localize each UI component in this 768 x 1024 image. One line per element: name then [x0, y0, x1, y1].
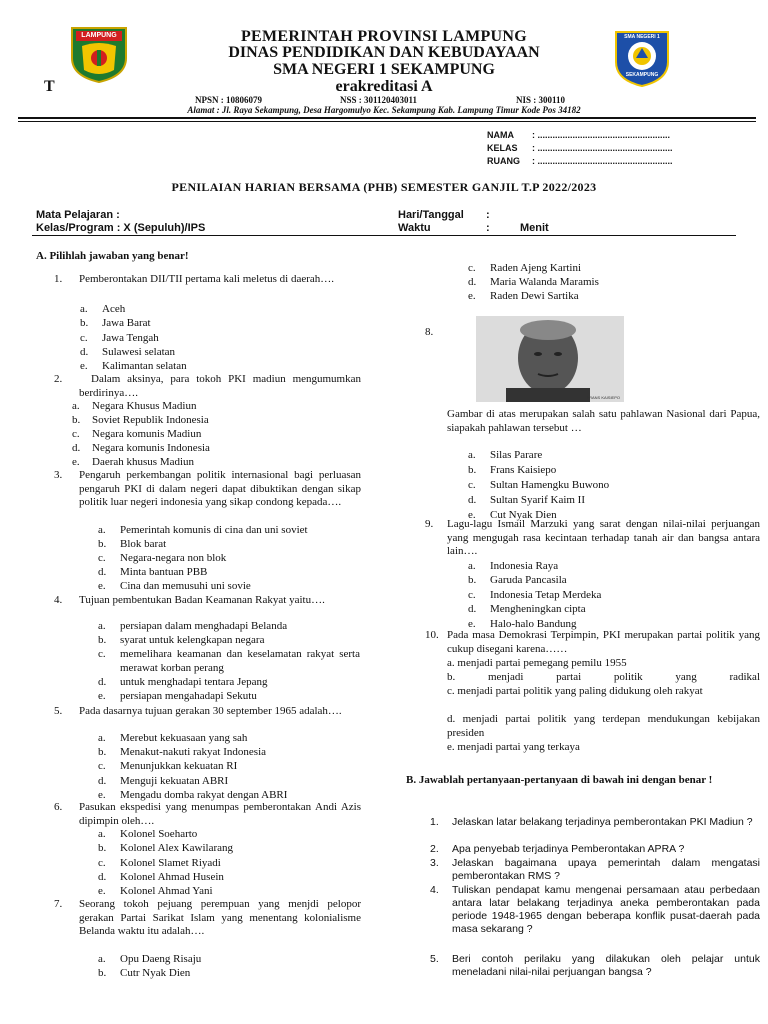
npsn: NPSN : 10806079 [195, 95, 262, 105]
address: Alamat : Jl. Raya Sekampung, Desa Hargomulyo Kec. Sekampung Kab. Lampung Timur Kode Pos 34182 [187, 105, 581, 115]
option-letter: c. [468, 262, 476, 274]
option-letter: e. [98, 580, 106, 592]
option-q10-a[interactable]: a. menjadi partai pemegang pemilu 1955 [447, 657, 627, 669]
option-letter: b. [98, 746, 107, 758]
option-text: Kolonel Ahmad Husein [120, 871, 224, 883]
essay-question: Tuliskan pendapat kamu mengenai persamaan atau perbedaan antara latar belakang terjadinya aneka pemberontakan pada periode 1948-1965 dengan beberapa konflik pusat-daerah pada masa sekarang ? [452, 884, 760, 935]
meta-rule [32, 235, 736, 236]
ruang-label: RUANG [487, 156, 520, 166]
option-letter: b. [72, 414, 81, 426]
option-text: syarat untuk kelengkapan negara [120, 634, 265, 646]
option-q10-d[interactable]: d. menjadi partai politik yang terdepan mendukungan kebijakan presiden [447, 713, 760, 739]
option-q5-e[interactable] [98, 789, 360, 801]
essay-number: 1. [430, 816, 439, 828]
q6-number: 6. [54, 801, 63, 813]
option-q9-a[interactable] [468, 560, 748, 572]
header-rule-thin [18, 121, 756, 122]
option-letter: c. [98, 648, 106, 660]
option-text: Halo-halo Bandung [490, 618, 577, 630]
option-letter: c. [468, 589, 476, 601]
option-q6-b[interactable] [98, 842, 360, 854]
option-text: Indonesia Tetap Merdeka [490, 589, 602, 601]
option-q5-b[interactable] [98, 746, 360, 758]
option-text: Maria Walanda Maramis [490, 276, 599, 288]
waktu-colon: : [486, 222, 490, 234]
option-letter: d. [98, 566, 107, 578]
option-q3-e[interactable] [98, 580, 360, 592]
option-text: Opu Daeng Risaju [120, 953, 202, 965]
option-letter: d. [468, 494, 477, 506]
option-text: Jawa Barat [102, 317, 151, 329]
option-text: Mengadu domba rakyat dengan ABRI [120, 789, 288, 801]
header-line-2: DINAS PENDIDIKAN DAN KEBUDAYAAN [228, 44, 540, 61]
header-line-4: erakreditasi A [335, 78, 433, 95]
menit-label: Menit [520, 222, 549, 234]
option-letter: d. [98, 871, 107, 883]
option-letter: b. [98, 634, 107, 646]
option-q2-c[interactable] [72, 428, 360, 440]
option-text: Kalimantan selatan [102, 360, 187, 372]
option-letter: b. [98, 967, 107, 979]
q3-text: Pengaruh perkembangan politik internasional bagi perluasan pengaruh PKI di dalam negeri dapat dibuktikan dengan sikap politik luar negeri indonesia yang sikap condong kepada…. [79, 469, 361, 508]
option-q7-e[interactable] [468, 290, 579, 302]
option-letter: e. [98, 690, 106, 702]
hari-colon: : [486, 209, 490, 221]
option-letter: e. [98, 885, 106, 897]
q6-text: Pasukan ekspedisi yang menumpas pemberontakan Andi Azis dipimpin oleh…. [79, 801, 361, 827]
q2-text: Dalam aksinya, para tokoh PKI madiun mengumumkan berdirinya…. [79, 373, 361, 399]
logo-right-top: SMA NEGERI 1 [624, 34, 660, 40]
option-text: Sulawesi selatan [102, 346, 176, 358]
q2-number: 2. [54, 373, 63, 385]
option-q5-a[interactable] [98, 732, 360, 744]
essay-question: Beri contoh perilaku yang dilakukan oleh pelajar untuk meneladani nilai-nilai perjuangan bangsa ? [452, 953, 760, 978]
option-letter: e. [80, 360, 88, 372]
q4-number: 4. [54, 594, 63, 606]
option-letter: d. [98, 676, 107, 688]
option-text: Indonesia Raya [490, 560, 559, 572]
q3-number: 3. [54, 469, 63, 481]
option-letter: c. [468, 479, 476, 491]
option-text: Pemerintah komunis di cina dan uni soviet [120, 524, 308, 536]
option-letter: e. [72, 456, 80, 468]
option-q8-c[interactable] [468, 479, 748, 491]
option-letter: d. [72, 442, 81, 454]
option-letter: d. [468, 603, 477, 615]
option-letter: a. [98, 828, 106, 840]
q4-text: Tujuan pembentukan Badan Keamanan Rakyat yaitu…. [79, 594, 325, 606]
option-q10-b[interactable]: b. menjadi partai politik yang radikal [447, 671, 760, 683]
option-letter: e. [468, 509, 476, 521]
option-text: Kolonel Soeharto [120, 828, 198, 840]
essay-number: 3. [430, 857, 439, 869]
option-q6-e[interactable] [98, 885, 360, 897]
waktu-label: Waktu [398, 222, 431, 234]
q8-number: 8. [425, 326, 434, 338]
q5-number: 5. [54, 705, 63, 717]
option-text: Daerah khusus Madiun [92, 456, 195, 468]
option-q6-c[interactable] [98, 857, 360, 869]
logo-left-text: LAMPUNG [81, 32, 117, 39]
header-line-3: SMA NEGERI 1 SEKAMPUNG [273, 61, 495, 78]
option-letter: c. [98, 857, 106, 869]
option-q2-b[interactable] [72, 414, 360, 426]
option-text: Cina dan memusuhi uni sovie [120, 580, 251, 592]
q8-text: Gambar di atas merupakan salah satu pahlawan Nasional dari Papua, siapakah pahlawan tersebut … [447, 408, 760, 434]
option-text: persiapan dalam menghadapi Belanda [120, 620, 288, 632]
option-q1-b[interactable] [80, 317, 360, 329]
option-text: Negara Khusus Madiun [92, 400, 197, 412]
option-letter: d. [80, 346, 89, 358]
option-q10-c[interactable]: c. menjadi partai politik yang paling didukung oleh rakyat [447, 685, 703, 697]
option-text: Raden Ajeng Kartini [490, 262, 582, 274]
option-q9-c[interactable] [468, 589, 748, 601]
option-text: Garuda Pancasila [490, 574, 567, 586]
option-letter: a. [80, 303, 88, 315]
option-q2-e[interactable] [72, 456, 360, 468]
option-letter: e. [468, 618, 476, 630]
nss: NSS : 301120403011 [340, 95, 418, 105]
q7-number: 7. [54, 898, 63, 910]
option-letter: a. [98, 620, 106, 632]
option-q4-a[interactable] [98, 620, 360, 632]
option-q8-b[interactable] [468, 464, 748, 476]
option-text: Menunjukkan kekuatan RI [120, 760, 238, 772]
logo-right-bottom: SEKAMPUNG [625, 72, 659, 78]
q1-number: 1. [54, 273, 63, 285]
exam-title: PENILAIAN HARIAN BERSAMA (PHB) SEMESTER GANJIL T.P 2022/2023 [171, 180, 597, 194]
option-letter: b. [98, 538, 107, 550]
nama-label: NAMA [487, 130, 514, 140]
option-letter: b. [80, 317, 89, 329]
option-text: persiapan mengahadapi Sekutu [120, 690, 257, 702]
option-letter: c. [72, 428, 80, 440]
q9-number: 9. [425, 518, 434, 530]
section-a-heading: A. Pilihlah jawaban yang benar! [36, 250, 189, 262]
option-text: Merebut kekuasaan yang sah [120, 732, 248, 744]
option-q3-a[interactable] [98, 524, 360, 536]
nis: NIS : 300110 [516, 95, 566, 105]
essay-question: Jelaskan latar belakang terjadinya pemberontakan PKI Madiun ? [452, 816, 753, 828]
option-text: Negara-negara non blok [120, 552, 227, 564]
option-text: Silas Parare [490, 449, 543, 461]
essay-number: 4. [430, 884, 439, 896]
option-letter: a. [468, 449, 476, 461]
option-letter: b. [98, 842, 107, 854]
option-q9-b[interactable] [468, 574, 748, 586]
section-b-heading: B. Jawablah pertanyaan-pertanyaan di bawah ini dengan benar ! [406, 774, 713, 786]
option-q9-d[interactable] [468, 603, 748, 615]
option-text: Kolonel Slamet Riyadi [120, 857, 221, 869]
option-letter: c. [98, 760, 106, 772]
option-q10-e[interactable]: e. menjadi partai yang terkaya [447, 741, 580, 753]
option-q4-e[interactable] [98, 690, 360, 702]
q7-text: Seorang tokoh pejuang perempuan yang menjdi pelopor gerakan Partai Sarikat Islam yang menentang kolonialisme Belanda waktu itu adalah…. [79, 898, 361, 937]
kelas-label: KELAS [487, 143, 518, 153]
option-q3-d[interactable] [98, 566, 360, 578]
kelas-program: Kelas/Program : X (Sepuluh)/IPS [36, 222, 206, 234]
option-q5-d[interactable] [98, 775, 360, 787]
q10-text: Pada masa Demokrasi Terpimpin, PKI merupakan partai politik yang cukup disegani karena…… [447, 629, 760, 655]
option-text: Aceh [102, 303, 126, 315]
essay-number: 2. [430, 843, 439, 855]
option-q6-d[interactable] [98, 871, 360, 883]
option-letter: a. [98, 953, 106, 965]
option-q7-a[interactable] [98, 953, 201, 965]
option-text: Blok barat [120, 538, 167, 550]
option-q7-c[interactable] [468, 262, 581, 274]
option-letter: b. [468, 464, 477, 476]
option-q7-d[interactable] [468, 276, 599, 288]
option-text: Mengheningkan cipta [490, 603, 586, 615]
q5-text: Pada dasarnya tujuan gerakan 30 september 1965 adalah…. [79, 705, 342, 717]
mata-pelajaran: Mata Pelajaran : [36, 209, 120, 221]
option-q5-c[interactable] [98, 760, 360, 772]
option-q3-c[interactable] [98, 552, 360, 564]
kelas-field[interactable]: : ...................................................... [532, 143, 673, 153]
option-q2-a[interactable] [72, 400, 360, 412]
header-rule [18, 117, 756, 119]
essay-question: Apa penyebab terjadinya Pemberontakan APRA ? [452, 843, 685, 855]
option-text: Frans Kaisiepo [490, 464, 557, 476]
option-q8-a[interactable] [468, 449, 748, 461]
option-q4-c[interactable] [98, 648, 360, 675]
option-text: Sultan Hamengku Buwono [490, 479, 610, 491]
essay-number: 5. [430, 953, 439, 965]
q1-text: Pemberontakan DII/TII pertama kali meletus di daerah…. [79, 273, 335, 285]
header-line-4-prefix: T [44, 78, 55, 95]
nama-field[interactable]: : ..................................................... [532, 130, 671, 140]
option-text: Cutr Nyak Dien [120, 967, 191, 979]
photo-caption: FRANS KAISIEPO [586, 395, 620, 400]
hari-tanggal-label: Hari/Tanggal [398, 209, 464, 221]
option-text: untuk menghadapi tentara Jepang [120, 676, 268, 688]
option-q4-b[interactable] [98, 634, 360, 646]
option-q1-c[interactable] [80, 332, 360, 344]
option-letter: a. [468, 560, 476, 572]
option-letter: a. [98, 732, 106, 744]
option-letter: d. [468, 276, 477, 288]
option-text: Cut Nyak Dien [490, 509, 557, 521]
option-q8-e[interactable] [468, 509, 748, 521]
option-q2-d[interactable] [72, 442, 360, 454]
option-text: Sultan Syarif Kaim II [490, 494, 586, 506]
option-text: Negara komunis Madiun [92, 428, 202, 440]
option-q6-a[interactable] [98, 828, 360, 840]
option-text: Minta bantuan PBB [120, 566, 208, 578]
header-line-1: PEMERINTAH PROVINSI LAMPUNG [240, 28, 528, 45]
option-letter: e. [98, 789, 106, 801]
option-q7-b[interactable] [98, 967, 190, 979]
option-text: memelihara keamanan dan keselamatan rakyat serta merawat korban perang [120, 648, 360, 674]
option-letter: e. [468, 290, 476, 302]
option-text: Jawa Tengah [102, 332, 159, 344]
option-letter: c. [98, 552, 106, 564]
option-letter: b. [468, 574, 477, 586]
option-q1-e[interactable] [80, 360, 360, 372]
q10-number: 10. [425, 629, 439, 641]
essay-question: Jelaskan bagaimana upaya pemerintah dalam mengatasi pemberontakan RMS ? [452, 857, 760, 882]
option-letter: c. [80, 332, 88, 344]
option-text: Menguji kekuatan ABRI [120, 775, 229, 787]
hero-photo [476, 316, 624, 402]
option-q8-d[interactable] [468, 494, 748, 506]
option-letter: a. [98, 524, 106, 536]
option-text: Kolonel Alex Kawilarang [120, 842, 234, 854]
option-text: Menakut-nakuti rakyat Indonesia [120, 746, 267, 758]
option-text: Raden Dewi Sartika [490, 290, 579, 302]
option-text: Negara komunis Indonesia [92, 442, 210, 454]
option-q3-b[interactable] [98, 538, 360, 550]
option-q1-d[interactable] [80, 346, 360, 358]
option-letter: d. [98, 775, 107, 787]
option-letter: a. [72, 400, 80, 412]
option-text: Kolonel Ahmad Yani [120, 885, 213, 897]
q9-text: Lagu-lagu Ismail Marzuki yang sarat dengan nilai-nilai perjuangan yang mengugah rasa kecintaan terhadap tanah air dan bangsa antara lain…. [447, 518, 760, 557]
option-q1-a[interactable] [80, 303, 360, 315]
ruang-field[interactable]: : ...................................................... [532, 156, 673, 166]
option-q4-d[interactable] [98, 676, 360, 688]
option-text: Soviet Republik Indonesia [92, 414, 209, 426]
